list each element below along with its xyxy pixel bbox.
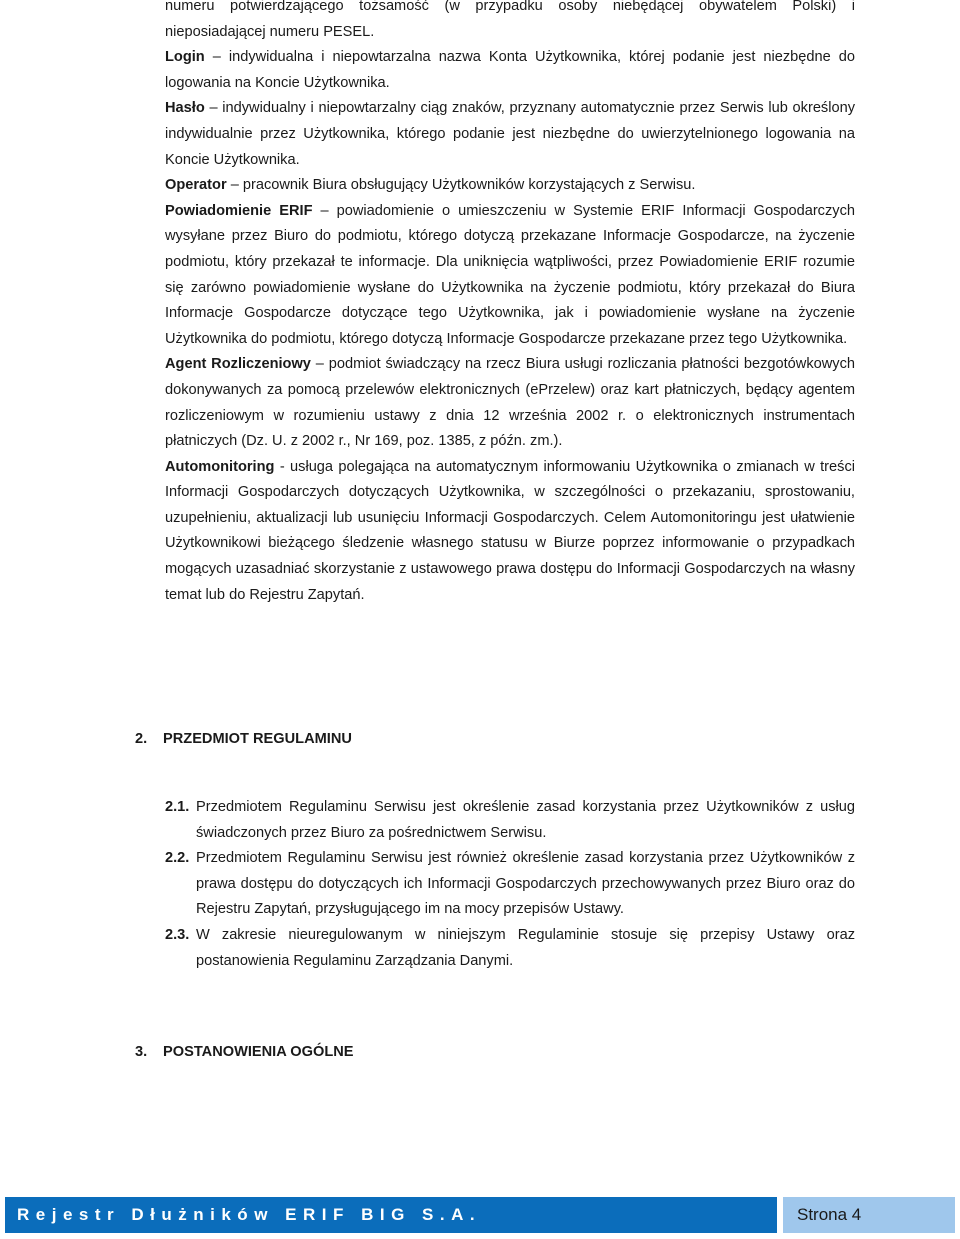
definition-automonitoring (165, 455, 855, 609)
section-2-heading (135, 731, 352, 747)
item-text: Przedmiotem Regulaminu Serwisu jest określenie zasad korzystania przez Użytkowników z usług świadczonych przez Biuro za pośrednictwem Serwisu. (196, 799, 855, 841)
page-footer (5, 1197, 955, 1233)
definition-continuation: numeru potwierdzającego tożsamość (w przypadku osoby niebędącej obywatelem Polski) i nieposiadającej numeru PESEL. (165, 0, 855, 40)
section-2-items (165, 795, 855, 974)
definition-text: – indywidualna i niepowtarzalna nazwa Konta Użytkownika, której podanie jest niezbędne do logowania na Koncie Użytkownika. (165, 49, 855, 91)
definition-operator (165, 173, 855, 199)
item-text: W zakresie nieuregulowanym w niniejszym Regulaminie stosuje się przepisy Ustawy oraz postanowienia Regulaminu Zarządzania Danymi. (196, 926, 855, 969)
definition-text: – podmiot świadczący na rzecz Biura usługi rozliczania płatności bezgotówkowych dokonywanych za pomocą przelewów elektronicznych (ePrzelew) oraz kart płatniczych, będący agentem rozliczeniowym w rozumieniu ustawy z dnia 12 września 2002 r. o elektronicznych instrumentach płatniczych (Dz. U. z 2002 r., Nr 169, poz. 1385, z późn. zm.). (165, 356, 855, 450)
page-number: Strona 4 (783, 1197, 955, 1233)
definition-powiadomienie-erif (165, 199, 855, 353)
footer-brand: Rejestr Dłużników ERIF BIG S.A. (5, 1197, 777, 1233)
definition-text: - usługa polegająca na automatycznym informowaniu Użytkownika o zmianach w treści Informacji Gospodarczych dotyczących Użytkownika, w szczególności o przekazaniu, sprostowaniu, uzupełnieniu, aktualizacji lub usunięciu Informacji Gospodarczych. Celem Automonitoringu jest ułatwienie Użytkownikowi bieżącego śledzenie własnego statusu w Biurze poprzez informowanie o przypadkach mogących uzasadniać skorzystanie z ustawowego prawa dostępu do Informacji Gospodarczych na własny temat lub do Rejestru Zapytań. (165, 458, 855, 603)
definition-term: Operator (165, 177, 227, 194)
definitions-block (165, 0, 855, 608)
list-item (165, 923, 855, 974)
definition-term: Login (165, 49, 205, 66)
list-item (165, 846, 855, 923)
item-number: 2.2. (165, 850, 190, 867)
definition-text: – pracownik Biura obsługujący Użytkowników korzystających z Serwisu. (230, 177, 696, 194)
definition-text: – powiadomienie o umieszczeniu w Systemie ERIF Informacji Gospodarczych wysyłane przez Biuro do podmiotu, którego dotyczą przekazane Informacje Gospodarcze, na życzenie podmiotu, który przekazał te informacje. Dla uniknięcia wątpliwości, przez Powiadomienie ERIF rozumie się zarówno powiadomienie wysłane do Użytkownika na życzenie podmiotu, który przekazał do Biura Informacje Gospodarcze dotyczące tego Użytkownika, jak i powiadomienie wysłane na życzenie Użytkownika do podmiotu, którego dotyczą Informacje Gospodarcze przekazane przez tego Użytkownika. (165, 202, 855, 347)
section-number: 2. (135, 731, 148, 747)
section-title: POSTANOWIENIA OGÓLNE (163, 1044, 354, 1060)
section-title: PRZEDMIOT REGULAMINU (163, 731, 352, 747)
section-number: 3. (135, 1044, 148, 1060)
definition-haslo (165, 96, 855, 173)
section-3-heading (135, 1044, 354, 1060)
item-number: 2.1. (165, 799, 190, 815)
definition-term: Automonitoring (165, 458, 275, 475)
item-text: Przedmiotem Regulaminu Serwisu jest również określenie zasad korzystania przez Użytkowników z prawa dostępu do dotyczących ich Informacji Gospodarczych przechowywanych przez Biuro oraz do Rejestru Zapytań, przysługującego im na mocy przepisów Ustawy. (196, 850, 855, 918)
list-item (165, 795, 855, 846)
item-number: 2.3. (165, 926, 190, 943)
definition-term: Hasło (165, 100, 205, 117)
definition-login (165, 45, 855, 96)
definition-term: Agent Rozliczeniowy (165, 356, 311, 373)
definition-agent-rozliczeniowy (165, 352, 855, 454)
definition-text: – indywidualny i niepowtarzalny ciąg znaków, przyznany automatycznie przez Serwis lub określony indywidualnie przez Użytkownika, którego podanie jest niezbędne do uwierzytelnionego logowania na Koncie Użytkownika. (165, 100, 855, 168)
definition-term: Powiadomienie ERIF (165, 202, 313, 219)
